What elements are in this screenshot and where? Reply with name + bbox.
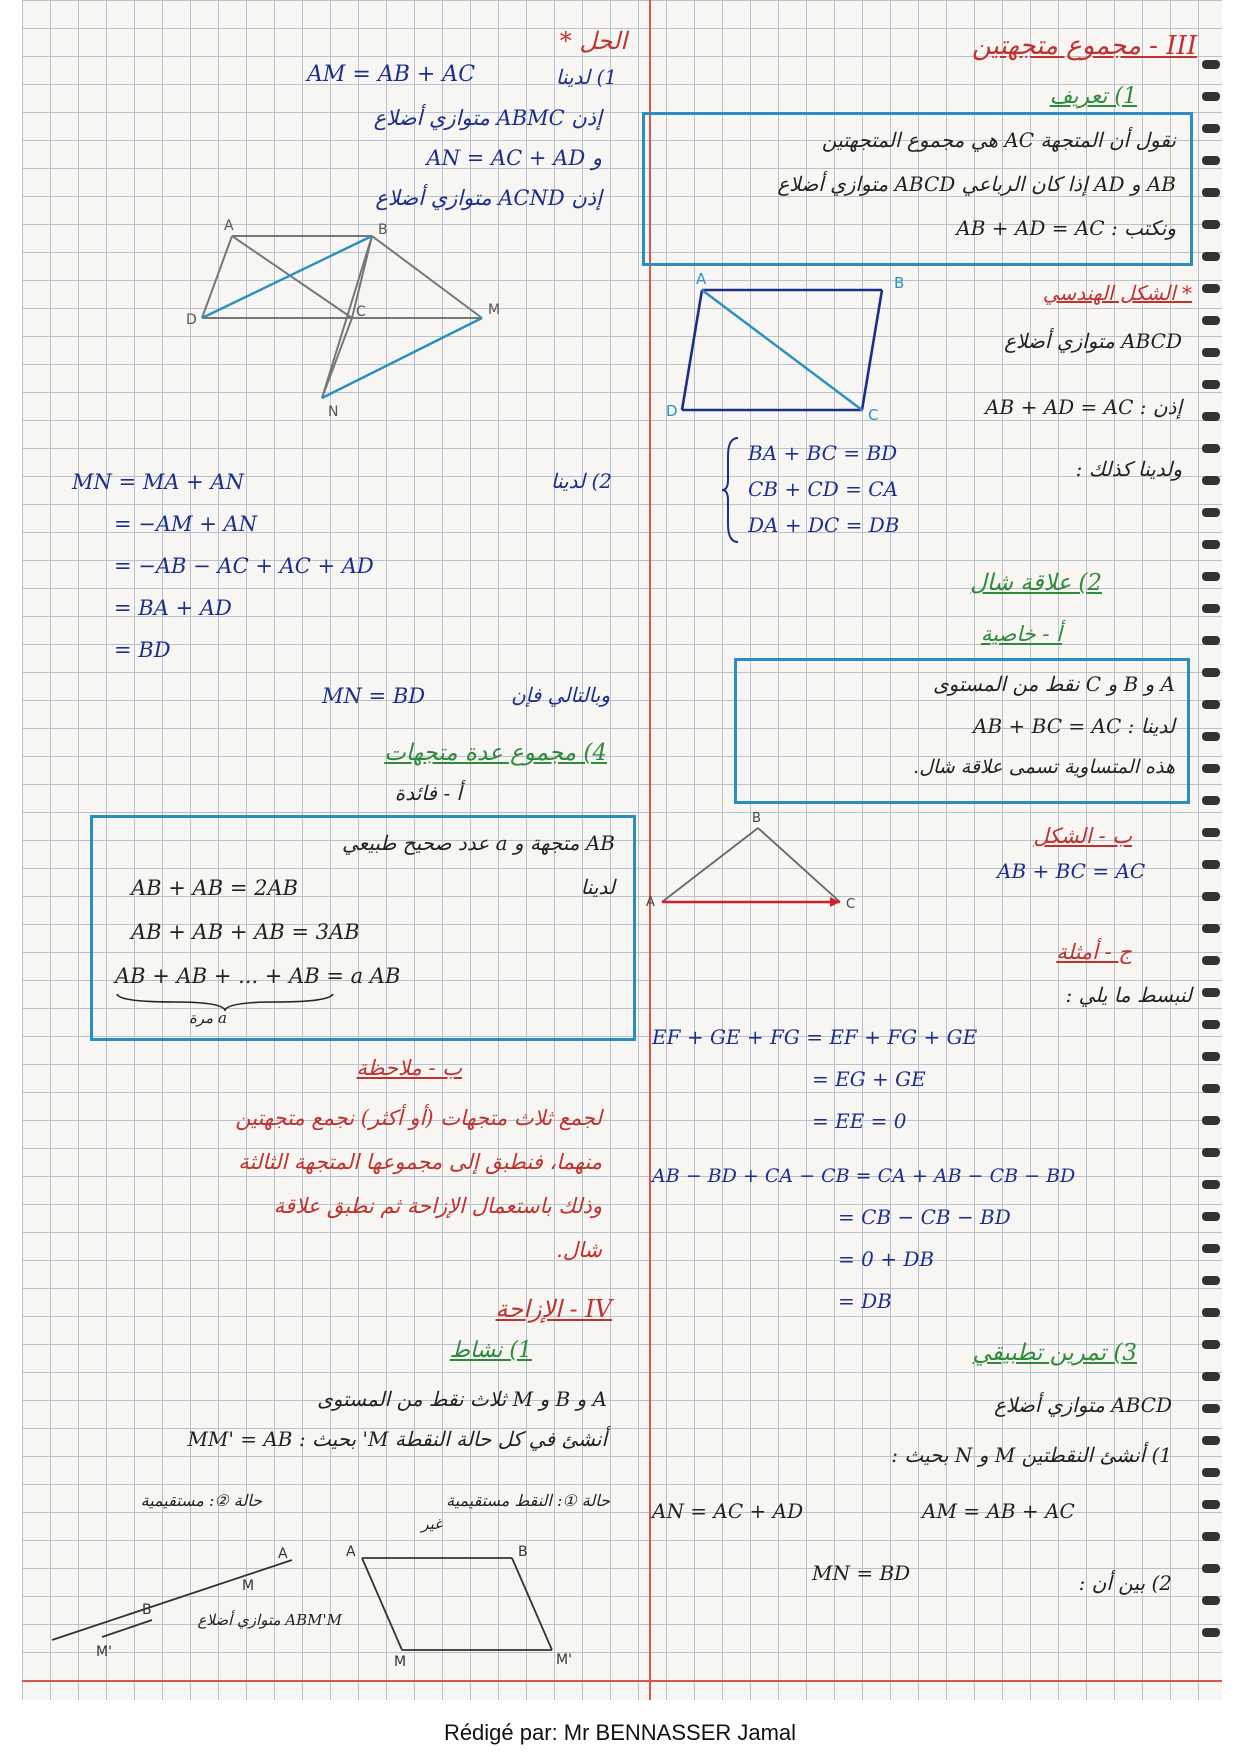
examples-title: ج - أمثلة	[1056, 940, 1132, 964]
binding-ring	[1202, 1500, 1220, 1509]
binding-ring	[1202, 636, 1220, 645]
box-intro: AB متجهة و a عدد صحيح طبيعي	[342, 831, 615, 855]
binding-ring	[1202, 1404, 1220, 1413]
parallelogram-note: ABM'M متوازي أضلاع	[197, 1611, 342, 1629]
application-title: 3) تمرين تطبيقي	[972, 1340, 1137, 1366]
app-line-3: 2) بين أن :	[1078, 1571, 1172, 1595]
section-iv-title: IV - الإزاحة	[495, 1295, 612, 1323]
app-equation-2: AN = AC + AD	[652, 1499, 804, 1523]
figure-parallelograms	[172, 220, 532, 430]
definition-box	[642, 112, 1193, 266]
label-A: A	[224, 218, 234, 234]
case1-label-B: B	[518, 1544, 528, 1560]
binding-ring	[1202, 1372, 1220, 1381]
binding-ring	[1202, 1180, 1220, 1189]
binding-ring	[1202, 604, 1220, 613]
section-4-title: 4) مجموع عدة متجهات	[384, 740, 607, 766]
example-1-line-2: = EG + GE	[812, 1067, 926, 1091]
label-M: M	[488, 302, 501, 318]
binding-ring	[1202, 1596, 1220, 1605]
binding-ring	[1202, 924, 1220, 933]
figure-equation: AB + BC = AC	[997, 859, 1146, 883]
ex1-equation-1: AM = AB + AC	[307, 62, 476, 87]
example-1-line-1: EF + GE + FG = EF + FG + GE	[652, 1025, 978, 1049]
binding-ring	[1202, 156, 1220, 165]
ex1-line-3: إذن ACND متوازي أضلاع	[375, 186, 602, 210]
case2-label-Mprime: M'	[96, 1644, 112, 1660]
underbrace-label: a مرة	[189, 1009, 227, 1027]
definition-line-3: ونكتب : AB + AD = AC	[956, 216, 1176, 240]
binding-ring	[1202, 572, 1220, 581]
note-line-1: لجمع ثلاث متجهات (أو أكثر) نجمع متجهتين	[235, 1106, 602, 1130]
binding-ring	[1202, 540, 1220, 549]
prop-line-2: لدينا : AB + BC = AC	[973, 714, 1175, 738]
abcd-label-D: D	[666, 402, 678, 420]
calc-line-5: = BD	[114, 638, 171, 662]
binding-ring	[1202, 316, 1220, 325]
box-eq-1: AB + AB = 2AB	[131, 876, 299, 900]
ex2-conclusion-equation: MN = BD	[322, 684, 426, 708]
binding-ring	[1202, 1116, 1220, 1125]
binding-ring	[1202, 732, 1220, 741]
solution-heading: الحل *	[559, 27, 627, 55]
binding-ring	[1202, 444, 1220, 453]
binding-ring	[1202, 892, 1220, 901]
calc-line-4: = BA + AD	[114, 596, 232, 620]
binding-ring	[1202, 796, 1220, 805]
label-D: D	[186, 312, 197, 328]
binding-ring	[1202, 668, 1220, 677]
ex1-label: 1) لدينا	[555, 65, 617, 89]
binding-ring	[1202, 700, 1220, 709]
chasles-property-box	[734, 658, 1190, 804]
binding-ring	[1202, 1244, 1220, 1253]
binding-ring	[1202, 380, 1220, 389]
chasles-title: 2) علاقة شال	[970, 570, 1102, 596]
binding-ring	[1202, 476, 1220, 485]
case2-label-B: B	[142, 1602, 152, 1618]
author-footer: Rédigé par: Mr BENNASSER Jamal	[443, 1720, 797, 1745]
activity-line-2: أنشئ في كل حالة النقطة M' بحيث : MM' = AB	[187, 1427, 607, 1451]
app-equation-3: MN = BD	[812, 1561, 911, 1585]
app-equation-1: AM = AB + AC	[922, 1499, 1075, 1523]
binding-ring	[1202, 1020, 1220, 1029]
binding-ring	[1202, 1340, 1220, 1349]
note-line-2: منهما، فنطبق إلى مجموعها المتجهة الثالثة	[238, 1150, 602, 1174]
binding-ring	[1202, 860, 1220, 869]
definition-line-1: نقول أن المتجهة AC هي مجموع المتجهتين	[821, 128, 1176, 152]
abcd-label-B: B	[894, 274, 905, 292]
figure-case-1-parallelogram	[342, 1540, 592, 1670]
example-2-line-3: = 0 + DB	[838, 1247, 935, 1271]
binding-ring	[1202, 188, 1220, 197]
bottom-margin-line	[22, 1680, 1222, 1682]
figure-parallelogram-abcd	[666, 270, 932, 430]
geo-eq-3: DA + DC = DB	[748, 513, 900, 537]
geo-line-1: ABCD متوازي أضلاع	[1004, 329, 1182, 353]
binding-ring	[1202, 1052, 1220, 1061]
geo-eq-1: BA + BC = BD	[748, 441, 898, 465]
ex1-line-2: إذن ABMC متوازي أضلاع	[373, 106, 602, 130]
binding-ring	[1202, 252, 1220, 261]
definition-line-2: AB و AD إذا كان الرباعي ABCD متوازي أضلاع	[777, 172, 1176, 196]
activity-line-1: A و B و M ثلاث نقط من المستوى	[317, 1387, 607, 1411]
binding-ring	[1202, 1628, 1220, 1637]
calc-line-3: = −AB − AC + AC + AD	[114, 554, 374, 578]
property-box-multiple-sum	[90, 815, 636, 1041]
case2-label-A: A	[278, 1546, 288, 1562]
section-iv-activity: 1) نشاط	[449, 1338, 532, 1363]
binding-ring	[1202, 1276, 1220, 1285]
abcd-label-C: C	[868, 406, 879, 424]
prop-line-3: هذه المتساوية تسمى علاقة شال.	[913, 756, 1175, 778]
geo-line-3: ولدينا كذلك :	[1075, 457, 1182, 481]
app-line-1: ABCD متوازي أضلاع	[994, 1393, 1172, 1417]
tri-label-A: A	[646, 895, 655, 910]
binding-ring	[1202, 412, 1220, 421]
case1-label-Mprime: M'	[556, 1652, 572, 1668]
binding-ring	[1202, 284, 1220, 293]
binding-ring	[1202, 1436, 1220, 1445]
tri-label-C: C	[846, 897, 856, 912]
example-1-line-3: = EE = 0	[812, 1109, 907, 1133]
system-brace	[722, 436, 742, 544]
box-lana: لدينا	[580, 875, 615, 899]
app-line-2: 1) أنشئ النقطتين M و N بحيث :	[891, 1443, 1172, 1467]
binding-ring	[1202, 60, 1220, 69]
examples-subtitle: لنبسط ما يلي :	[1065, 983, 1192, 1007]
abcd-label-A: A	[696, 270, 707, 288]
case-1-label: حالة ①: النقط مستقيمية	[446, 1491, 610, 1510]
definition-title: 1) تعريف	[1049, 84, 1137, 109]
binding-ring	[1202, 1532, 1220, 1541]
ex2-label: 2) لدينا	[550, 469, 612, 493]
case-1-sub: غير	[421, 1515, 442, 1533]
label-C: C	[356, 304, 366, 320]
figure-chasles-triangle	[640, 810, 880, 920]
property-title: أ - خاصية	[980, 622, 1062, 646]
binding-ring	[1202, 92, 1220, 101]
binding-ring	[1202, 764, 1220, 773]
label-N: N	[328, 404, 339, 420]
case1-label-M: M	[394, 1654, 407, 1670]
binding-ring	[1202, 1468, 1220, 1477]
box-eq-3: AB + AB + ... + AB = a AB	[115, 964, 401, 988]
section-4a-title: أ - فائدة	[394, 781, 462, 805]
binding-ring	[1202, 828, 1220, 837]
geometric-figure-title: * الشكل الهندسي	[1042, 281, 1192, 305]
binding-ring	[1202, 220, 1220, 229]
calc-line-1: MN = MA + AN	[72, 470, 244, 494]
ex2-conclusion-label: وبالتالي فإن	[510, 683, 610, 707]
tri-label-B: B	[752, 811, 761, 826]
figure-case-2-collinear	[42, 1540, 302, 1660]
example-2-line-1: AB − BD + CA − CB = CA + AB − CB − BD	[652, 1165, 1076, 1187]
example-2-line-2: = CB − CB − BD	[838, 1205, 1011, 1229]
spiral-binding	[1200, 60, 1220, 1660]
geo-line-2: إذن : AB + AD = AC	[985, 395, 1182, 419]
ex1-equation-2: و AN = AC + AD	[426, 146, 602, 170]
calc-line-2: = −AM + AN	[114, 512, 258, 536]
binding-ring	[1202, 1308, 1220, 1317]
example-2-line-4: = DB	[838, 1289, 892, 1313]
section-iii-title: III - مجموع متجهتين	[971, 31, 1197, 61]
binding-ring	[1202, 988, 1220, 997]
prop-line-1: A و B و C نقط من المستوى	[933, 672, 1175, 696]
binding-ring	[1202, 124, 1220, 133]
binding-ring	[1202, 1212, 1220, 1221]
case1-label-A: A	[346, 1544, 356, 1560]
figure-title: ب - الشكل	[1033, 824, 1132, 848]
box-eq-2: AB + AB + AB = 3AB	[131, 920, 360, 944]
label-B: B	[378, 222, 388, 238]
binding-ring	[1202, 1084, 1220, 1093]
binding-ring	[1202, 508, 1220, 517]
case-2-label: حالة ②: مستقيمية	[140, 1491, 262, 1510]
case2-label-M: M	[242, 1578, 255, 1594]
notebook-page	[22, 0, 1222, 1700]
binding-ring	[1202, 1148, 1220, 1157]
binding-ring	[1202, 348, 1220, 357]
geo-eq-2: CB + CD = CA	[748, 477, 899, 501]
binding-ring	[1202, 1564, 1220, 1573]
note-title: ب - ملاحظة	[356, 1056, 462, 1080]
note-line-4: شال.	[556, 1238, 602, 1262]
note-line-3: وذلك باستعمال الإزاحة ثم نطبق علاقة	[273, 1194, 602, 1218]
binding-ring	[1202, 956, 1220, 965]
